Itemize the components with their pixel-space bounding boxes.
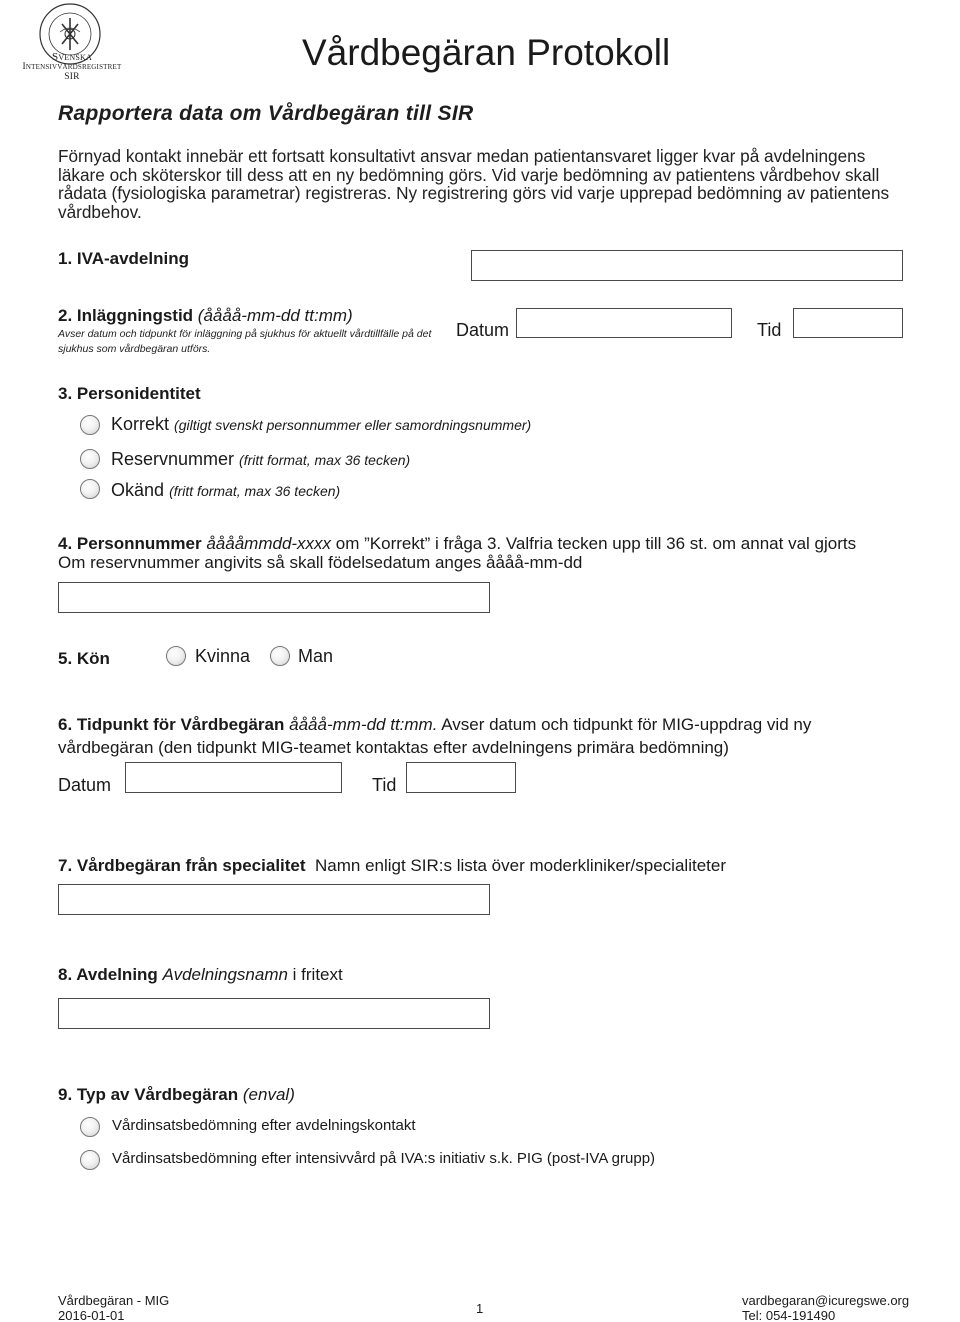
org-line-3: SIR	[64, 72, 80, 82]
intro-paragraph: Förnyad kontakt innebär ett fortsatt konsultativt ansvar medan patientansvaret ligger kvar på avdelningens läkare och sköterskor till dess att en ny bedömning görs. Vid varje bedömning av patientens vårdbehov skall rådata (fysiologiska parametrar) registreras. Ny registrering görs vid varje upprepad bedömning av patientens vårdbehov.	[58, 146, 890, 222]
org-line-2: Intensivvårdsregistret	[22, 62, 122, 72]
footer-left	[58, 1293, 169, 1322]
q6-time-label: Tid	[372, 775, 397, 795]
q4-line-2: Om reservnummer angivits så skall födelsedatum anges åååå-mm-dd	[58, 553, 583, 572]
q2-time-input[interactable]	[793, 308, 903, 338]
q6-line-2: vårdbegäran (den tidpunkt MIG-teamet kontaktas efter avdelningens primära bedömning)	[58, 738, 729, 757]
q2-date-label: Datum	[456, 320, 510, 340]
q2-label: 2. Inläggningstid (åååå-mm-dd tt:mm)	[58, 306, 353, 325]
q5-label: 5. Kön	[58, 649, 110, 668]
q3-radio-okand[interactable]	[80, 479, 100, 499]
q5-option-kvinna: Kvinna	[195, 646, 251, 666]
q6-date-input[interactable]	[125, 762, 342, 793]
form-subtitle: Rapportera data om Vårdbegäran till SIR	[58, 102, 474, 125]
page-title: Vårdbegäran Protokoll	[302, 32, 671, 73]
q9-option-pig: Vårdinsatsbedömning efter intensivvård på IVA:s initiativ s.k. PIG (post-IVA grupp)	[112, 1150, 656, 1167]
org-line-1: Svenska	[52, 51, 92, 63]
q1-label: 1. IVA-avdelning	[58, 249, 189, 268]
q3-label: 3. Personidentitet	[58, 384, 201, 403]
q2-note: Avser datum och tidpunkt för inläggning på sjukhus för aktuellt vårdtillfälle på det sjukhus som vårdbegäran utförs.	[58, 328, 432, 355]
q3-option-korrekt: Korrekt (giltigt svenskt personnummer eller samordningsnummer)	[111, 414, 532, 434]
q6-line-1: 6. Tidpunkt för Vårdbegäran åååå-mm-dd tt:mm. Avser datum och tidpunkt för MIG-uppdrag vid ny	[58, 715, 812, 734]
footer-date: 2016-01-01	[58, 1308, 125, 1322]
page-number: 1	[476, 1301, 484, 1316]
q3-radio-reservnummer[interactable]	[80, 449, 100, 469]
q7-specialitet-input[interactable]	[58, 884, 490, 915]
contact-email-link[interactable]: vardbegaran@icuregswe.org	[742, 1293, 910, 1308]
q3-radio-korrekt[interactable]	[80, 415, 100, 435]
q7-label: 7. Vårdbegäran från specialitet Namn enligt SIR:s lista över moderkliniker/specialiteter	[58, 856, 726, 875]
q8-avdelning-input[interactable]	[58, 998, 490, 1029]
contact-phone: Tel: 054-191490	[742, 1308, 836, 1322]
q3-option-okand: Okänd (fritt format, max 36 tecken)	[111, 480, 341, 500]
footer-document-name: Vårdbegäran - MIG	[58, 1293, 170, 1308]
q6-time-input[interactable]	[406, 762, 516, 793]
q9-radio-avdelningskontakt[interactable]	[80, 1117, 100, 1137]
q2-time-label: Tid	[757, 320, 782, 340]
q9-radio-pig[interactable]	[80, 1150, 100, 1170]
q2-date-input[interactable]	[516, 308, 732, 338]
organization-name	[10, 52, 134, 82]
q3-option-reservnummer: Reservnummer (fritt format, max 36 tecken)	[111, 449, 411, 469]
q4-line-1: 4. Personnummer ååååmmdd-xxxx om ”Korrekt” i fråga 3. Valfria tecken upp till 36 st. om annat val gjorts	[58, 534, 857, 553]
q6-date-label: Datum	[58, 775, 112, 795]
q5-radio-kvinna[interactable]	[166, 646, 186, 666]
footer-right	[742, 1293, 909, 1322]
q4-personnummer-input[interactable]	[58, 582, 490, 613]
q9-label: 9. Typ av Vårdbegäran (enval)	[58, 1085, 295, 1104]
q5-option-man: Man	[298, 646, 334, 666]
q8-label: 8. Avdelning Avdelningsnamn i fritext	[58, 965, 343, 984]
q1-iva-avdelning-input[interactable]	[471, 250, 903, 281]
q5-radio-man[interactable]	[270, 646, 290, 666]
q9-option-avdelningskontakt: Vårdinsatsbedömning efter avdelningskontakt	[112, 1117, 416, 1134]
